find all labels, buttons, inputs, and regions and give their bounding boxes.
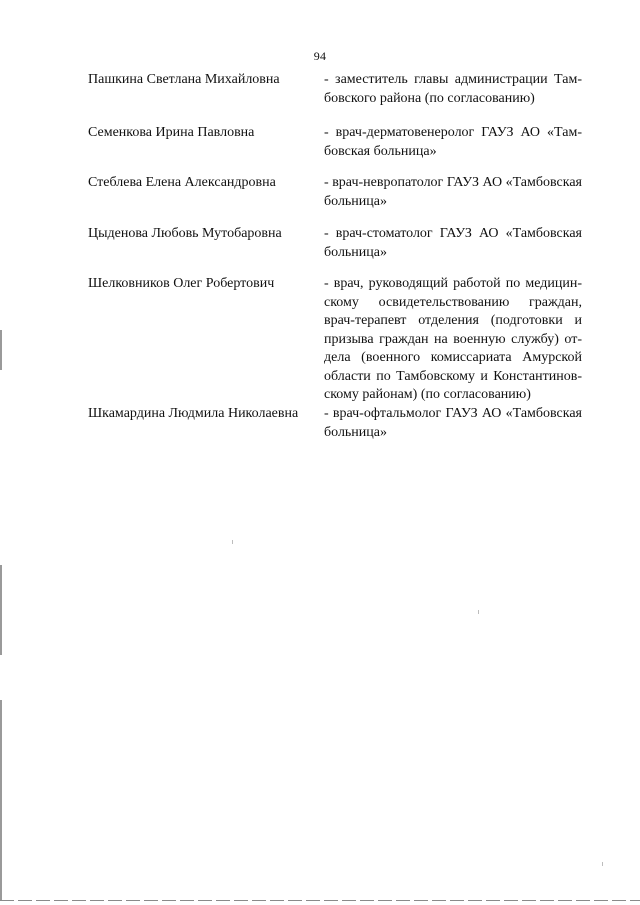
member-name: Пашкина Светлана Михайловна (88, 72, 280, 87)
member-name: Шкамардина Людмила Николаевна (88, 406, 299, 421)
list-item (88, 71, 588, 124)
member-name: Стеблева Елена Александровна (88, 175, 276, 190)
list-item (88, 275, 588, 405)
member-name: Цыденова Любовь Мутобаровна (88, 226, 282, 241)
member-role: - врач-офтальмолог ГАУЗ АО «Тамбовская больница» (324, 406, 582, 440)
member-role: - врач-невропатолог ГАУЗ АО «Тамбовская больница» (324, 175, 582, 209)
member-name: Шелковников Олег Робертович (88, 276, 275, 291)
scan-speck (602, 862, 603, 866)
scan-bottom-edge (0, 900, 640, 901)
list-item (88, 174, 588, 225)
list-item (88, 124, 588, 174)
commission-members-list (88, 71, 588, 445)
list-item (88, 225, 588, 275)
member-role: - врач, руководящий работой по медицинскому освидетельствованию граждан, врач-терапевт отделения (подготовки и призыва граждан на военную службу) отдела (военного комиссариата Амурской области по Тамбовскому и Константиновскому районам) (по согласованию) (324, 276, 582, 402)
member-role: - врач-дерматовенеролог ГАУЗ АО «Тамбовская больница» (324, 125, 582, 159)
scan-edge-mark (0, 330, 2, 370)
scan-edge-mark (0, 700, 2, 900)
member-role: - врач-стоматолог ГАУЗ АО «Тамбовская больница» (324, 226, 582, 260)
scan-speck (232, 540, 233, 544)
page-number: 94 (313, 49, 327, 63)
member-name: Семенкова Ирина Павловна (88, 125, 255, 140)
scan-edge-mark (0, 565, 2, 655)
scan-speck (478, 610, 479, 614)
member-role: - заместитель главы администрации Тамбовского района (по согласованию) (324, 72, 582, 106)
list-item (88, 405, 588, 445)
